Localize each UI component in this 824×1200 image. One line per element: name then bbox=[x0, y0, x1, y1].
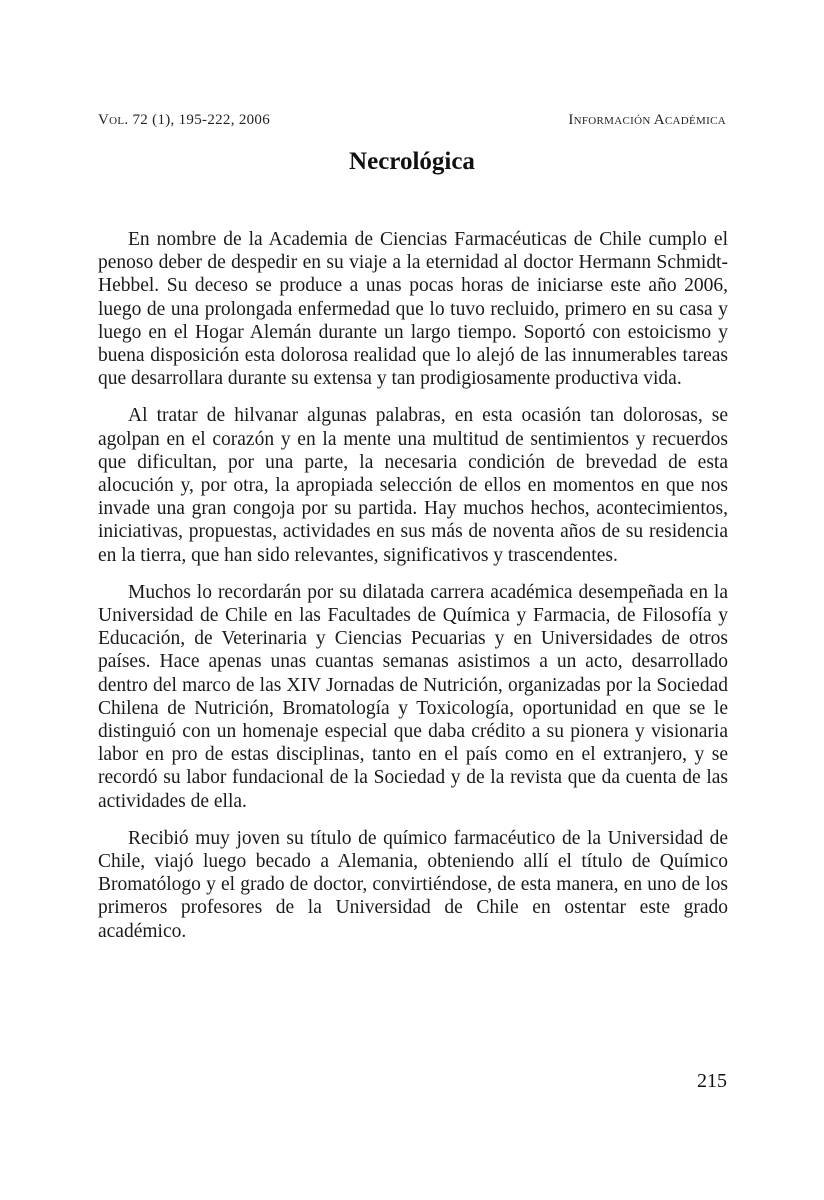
paragraph-2: Al tratar de hilvanar algunas palabras, en esta ocasión tan dolorosas, se agolpan en el corazón y en la mente una multitud de sentimientos y recuerdos que dificultan, por una parte, la necesaria condición de brevedad de esta alocución y, por otra, la apropiada selección de ellos en momentos en que nos invade una gran congoja por su partida. Hay muchos hechos, acontecimientos, iniciativas, propuestas, actividades en sus más de noventa años de su residencia en la tierra, que han sido relevantes, significativos y trascendentes. bbox=[98, 405, 728, 566]
paragraph-1: En nombre de la Academia de Ciencias Farmacéuticas de Chile cumplo el penoso deber de despedir en su viaje a la eternidad al doctor Hermann Schmidt-Hebbel. Su deceso se produce a unas pocas horas de iniciarse este año 2006, luego de una prolongada enfermedad que lo tuvo recluido, primero en su casa y luego en el Hogar Alemán durante un largo tiempo. Soportó con estoicismo y buena disposición esta dolorosa realidad que lo alejó de las innumerables tareas que desarrollara durante su extensa y tan prodigiosamente productiva vida. bbox=[98, 229, 728, 390]
page-number: 215 bbox=[697, 1070, 727, 1092]
paragraph-4: Recibió muy joven su título de químico farmacéutico de la Universidad de Chile, viajó luego becado a Alemania, obteniendo allí el título de Químico Bromatólogo y el grado de doctor, convirtiéndose, de esta manera, en uno de los primeros profesores de la Universidad de Chile en ostentar este grado académico. bbox=[98, 827, 728, 942]
article-body bbox=[98, 228, 728, 957]
running-header bbox=[98, 112, 726, 134]
article-title: Necrológica bbox=[349, 148, 475, 175]
paragraph-3: Muchos lo recordarán por su dilatada carrera académica desempeñada en la Universidad de Chile en las Facultades de Química y Farmacia, de Filosofía y Educación, de Veterinaria y Ciencias Pecuarias y en Universidades de otros países. Hace apenas unas cuantas semanas asistimos a un acto, desarrollado dentro del marco de las XIV Jornadas de Nutrición, organizadas por la Sociedad Chilena de Nutrición, Bromatología y Toxicología, oportunidad en que se le distinguió con un homenaje especial que daba crédito a su pionera y visionaria labor en pro de estas disciplinas, tanto en el país como en el extranjero, y se recordó su labor fundacional de la Sociedad y de la revista que da cuenta de las actividades de ella. bbox=[98, 581, 728, 812]
section-name: Información Académica bbox=[568, 112, 726, 128]
journal-volume-info: Vol. 72 (1), 195-222, 2006 bbox=[98, 112, 271, 128]
